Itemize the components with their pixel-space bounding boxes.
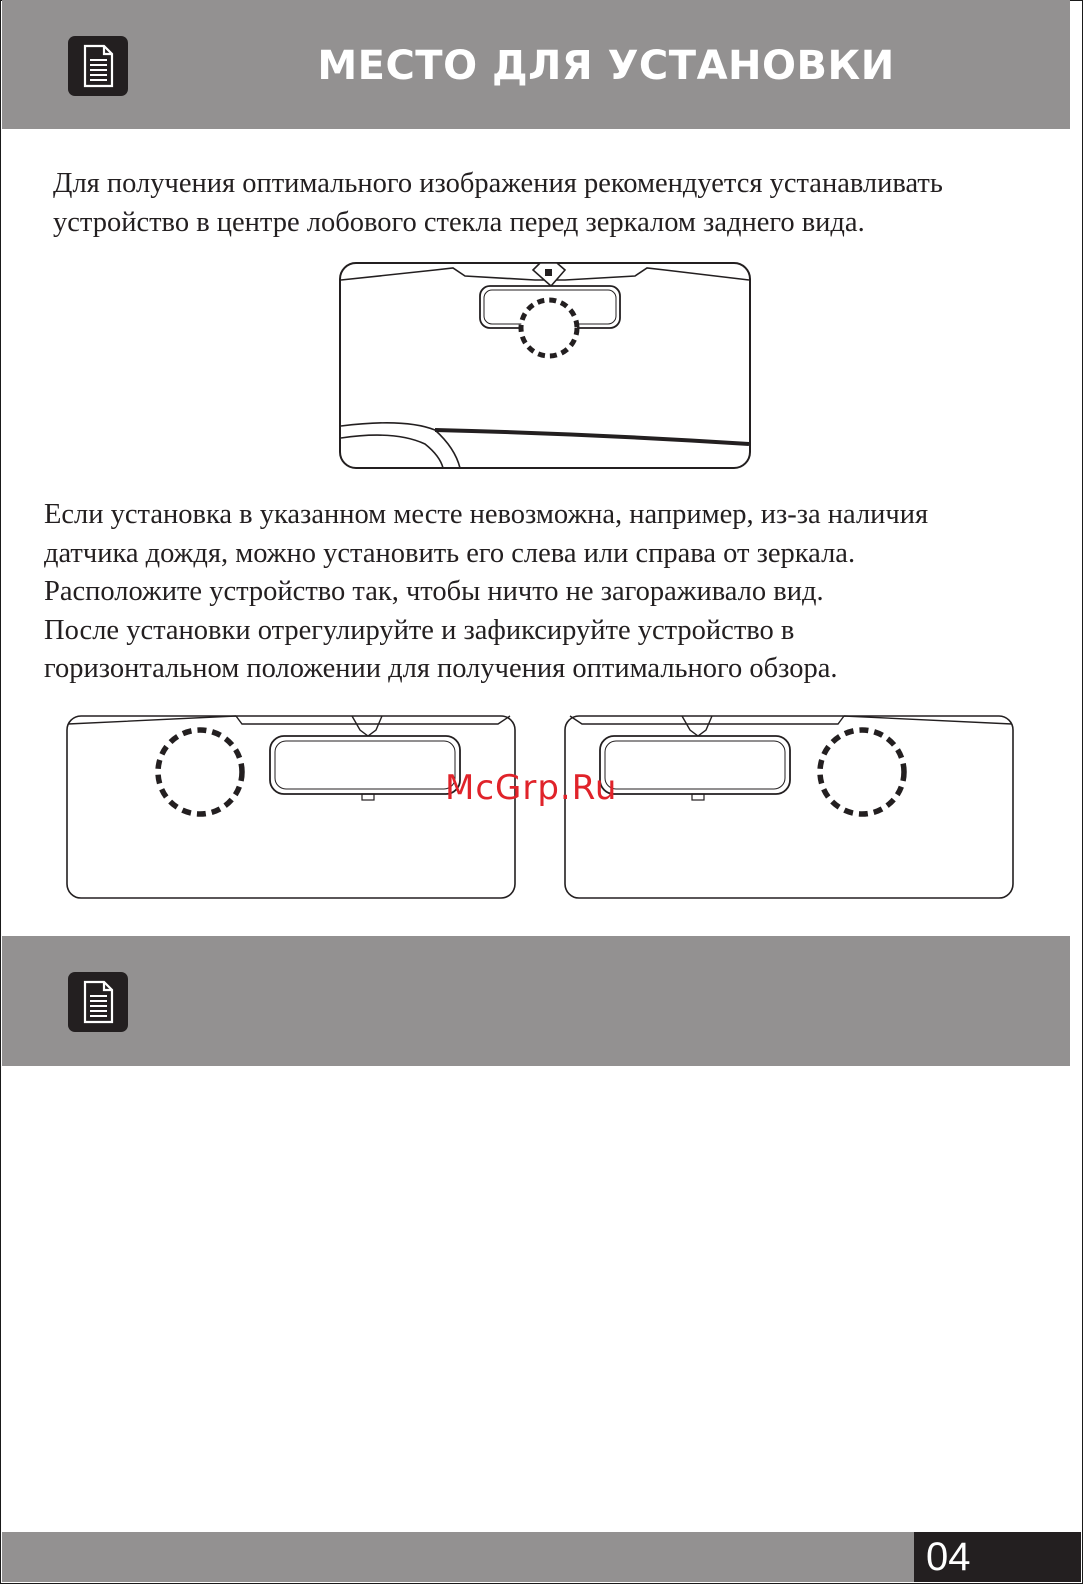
document-icon bbox=[68, 972, 128, 1032]
text-line: Если установка в указанном месте невозможна, например, из-за наличия bbox=[44, 499, 929, 530]
footer-bar bbox=[2, 1532, 914, 1582]
text-line: Для получения оптимального изображения рекомендуется устанавливать bbox=[53, 168, 943, 199]
text-line: датчика дождя, можно установить его слева или справа от зеркала. bbox=[44, 537, 856, 569]
windshield-center-illustration bbox=[335, 258, 755, 473]
watermark: McGrp.Ru bbox=[445, 768, 618, 808]
page-title: МЕСТО ДЛЯ УСТАНОВКИ bbox=[317, 43, 895, 89]
section-header-2 bbox=[2, 936, 1070, 1066]
text-line: Расположите устройство так, чтобы ничто не загораживало вид. bbox=[44, 576, 824, 607]
text-line: устройство в центре лобового стекла перед зеркалом заднего вида. bbox=[53, 206, 865, 238]
text-line: горизонтальном положении для получения оптимального обзора. bbox=[44, 653, 838, 684]
document-icon bbox=[68, 36, 128, 96]
text-line: После установки отрегулируйте и зафиксируйте устройство в bbox=[44, 614, 795, 646]
windshield-right-illustration bbox=[562, 712, 1018, 902]
alternative-paragraph bbox=[44, 496, 1064, 689]
page-number: 04 bbox=[914, 1532, 1081, 1582]
section-header bbox=[2, 0, 1070, 129]
intro-paragraph bbox=[53, 165, 1063, 242]
